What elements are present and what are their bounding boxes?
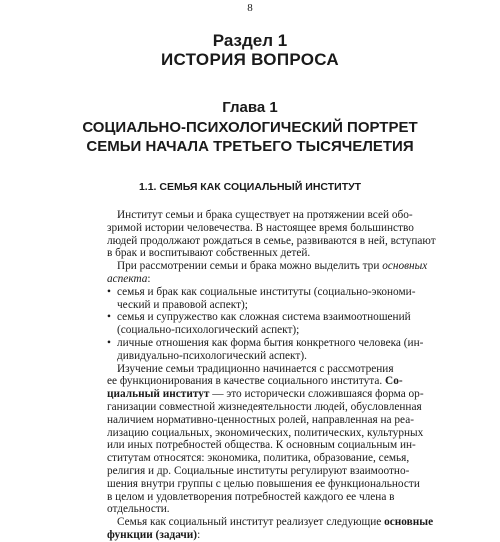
bullet-text: семья и супружество как сложная система взаимоотношений [117, 311, 411, 324]
paragraph-3-line: или иных потребностей общества. К основным социальным ин- [107, 439, 416, 452]
section-title: ИСТОРИЯ ВОПРОСА [160, 50, 340, 69]
paragraph-3-line: ститутам относятся: экономика, политика, образование, семья, [107, 452, 410, 465]
paragraph-3-line: Изучение семьи традиционно начинается с рассмотрения [117, 362, 394, 375]
paragraph-2-lead: При рассмотрении семьи и брака можно выделить три [117, 260, 383, 273]
paragraph-4-term: основные [384, 516, 434, 529]
paragraph-2-emphasis-cont: аспекта [107, 272, 148, 285]
paragraph-4-line [107, 529, 393, 542]
chapter-title-line1: СОЦИАЛЬНО-ПСИХОЛОГИЧЕСКИЙ ПОРТРЕТ [82, 119, 418, 136]
paragraph-3-term: Со- [385, 375, 403, 388]
paragraph-3-line: наличием нормативно-ценностных ролей, направленная на реа- [107, 413, 414, 426]
paragraph-4-line [107, 516, 434, 529]
paragraph-2-line [107, 260, 428, 273]
chapter-title-line2: СЕМЬИ НАЧАЛА ТРЕТЬЕГО ТЫСЯЧЕЛЕТИЯ [86, 138, 414, 155]
paragraph-3-line: отдельности. [107, 503, 170, 516]
bullet-item-cont: дивидуально-психологический аспект). [117, 349, 307, 362]
paragraph-1-line: Институт семьи и брака существует на протяжении всей обо- [117, 209, 413, 221]
paragraph-3-text: — это исторически сложившаяся форма ор- [209, 388, 424, 401]
paragraph-4-lead: Семья как социальный институт реализует следующие [117, 516, 385, 529]
bullet-icon: • [107, 336, 111, 349]
paragraph-2-tail: : [147, 272, 151, 285]
paragraph-4-tail: : [197, 528, 201, 541]
page-number: 8 [247, 2, 253, 14]
paragraph-3-line [107, 375, 403, 388]
paragraph-3-line: шения внутри группы с целью повышения ее функциональности [107, 477, 420, 490]
paragraph-3-text: ее функционирования в качестве социального института. [107, 375, 386, 388]
paragraph-3-line: ганизации совместной жизнедеятельности людей, обусловленная [107, 400, 422, 413]
bullet-item [107, 311, 411, 324]
bullet-text: семья и брак как социальные институты (социально-экономи- [117, 285, 416, 298]
paragraph-3-term-cont: циальный институт [107, 388, 210, 401]
bullet-text: личные отношения как форма бытия конкретного человека (ин- [117, 336, 424, 349]
paragraph-3-line: религия и др. Социальные институты регулируют взаимоотно- [107, 464, 410, 477]
bullet-item [107, 285, 416, 299]
bullet-icon: • [107, 285, 111, 298]
paragraph-3-line: в целом и удовлетворения потребностей каждого ее члена в [107, 490, 395, 503]
subsection-title: 1.1. СЕМЬЯ КАК СОЦИАЛЬНЫЙ ИНСТИТУТ [138, 181, 362, 193]
bullet-item [107, 336, 424, 350]
paragraph-1-line: в брак и воспитывают собственных детей. [107, 247, 311, 260]
bullet-item-cont: (социально-психологический аспект); [117, 324, 300, 337]
bullet-icon: • [107, 311, 111, 324]
paragraph-3-line [107, 388, 424, 401]
bullet-item-cont: ческий и правовой аспект); [117, 298, 248, 311]
section-label: Раздел 1 [212, 31, 288, 50]
chapter-title [0, 118, 500, 156]
paragraph-2-line [107, 273, 393, 286]
paragraph-1-line: зримой истории человечества. В настоящее время большинство [107, 221, 414, 234]
paragraph-2-emphasis: основных [382, 260, 428, 273]
body-text [107, 209, 436, 542]
paragraph-1-line: людей продолжают рождаться в семье, развиваются в ней, вступают [107, 234, 436, 247]
paragraph-3-line: лизацию социальных, экономических, политических, культурных [107, 426, 424, 439]
chapter-label: Глава 1 [222, 99, 278, 116]
paragraph-4-term-cont: функции (задачи) [107, 528, 198, 541]
